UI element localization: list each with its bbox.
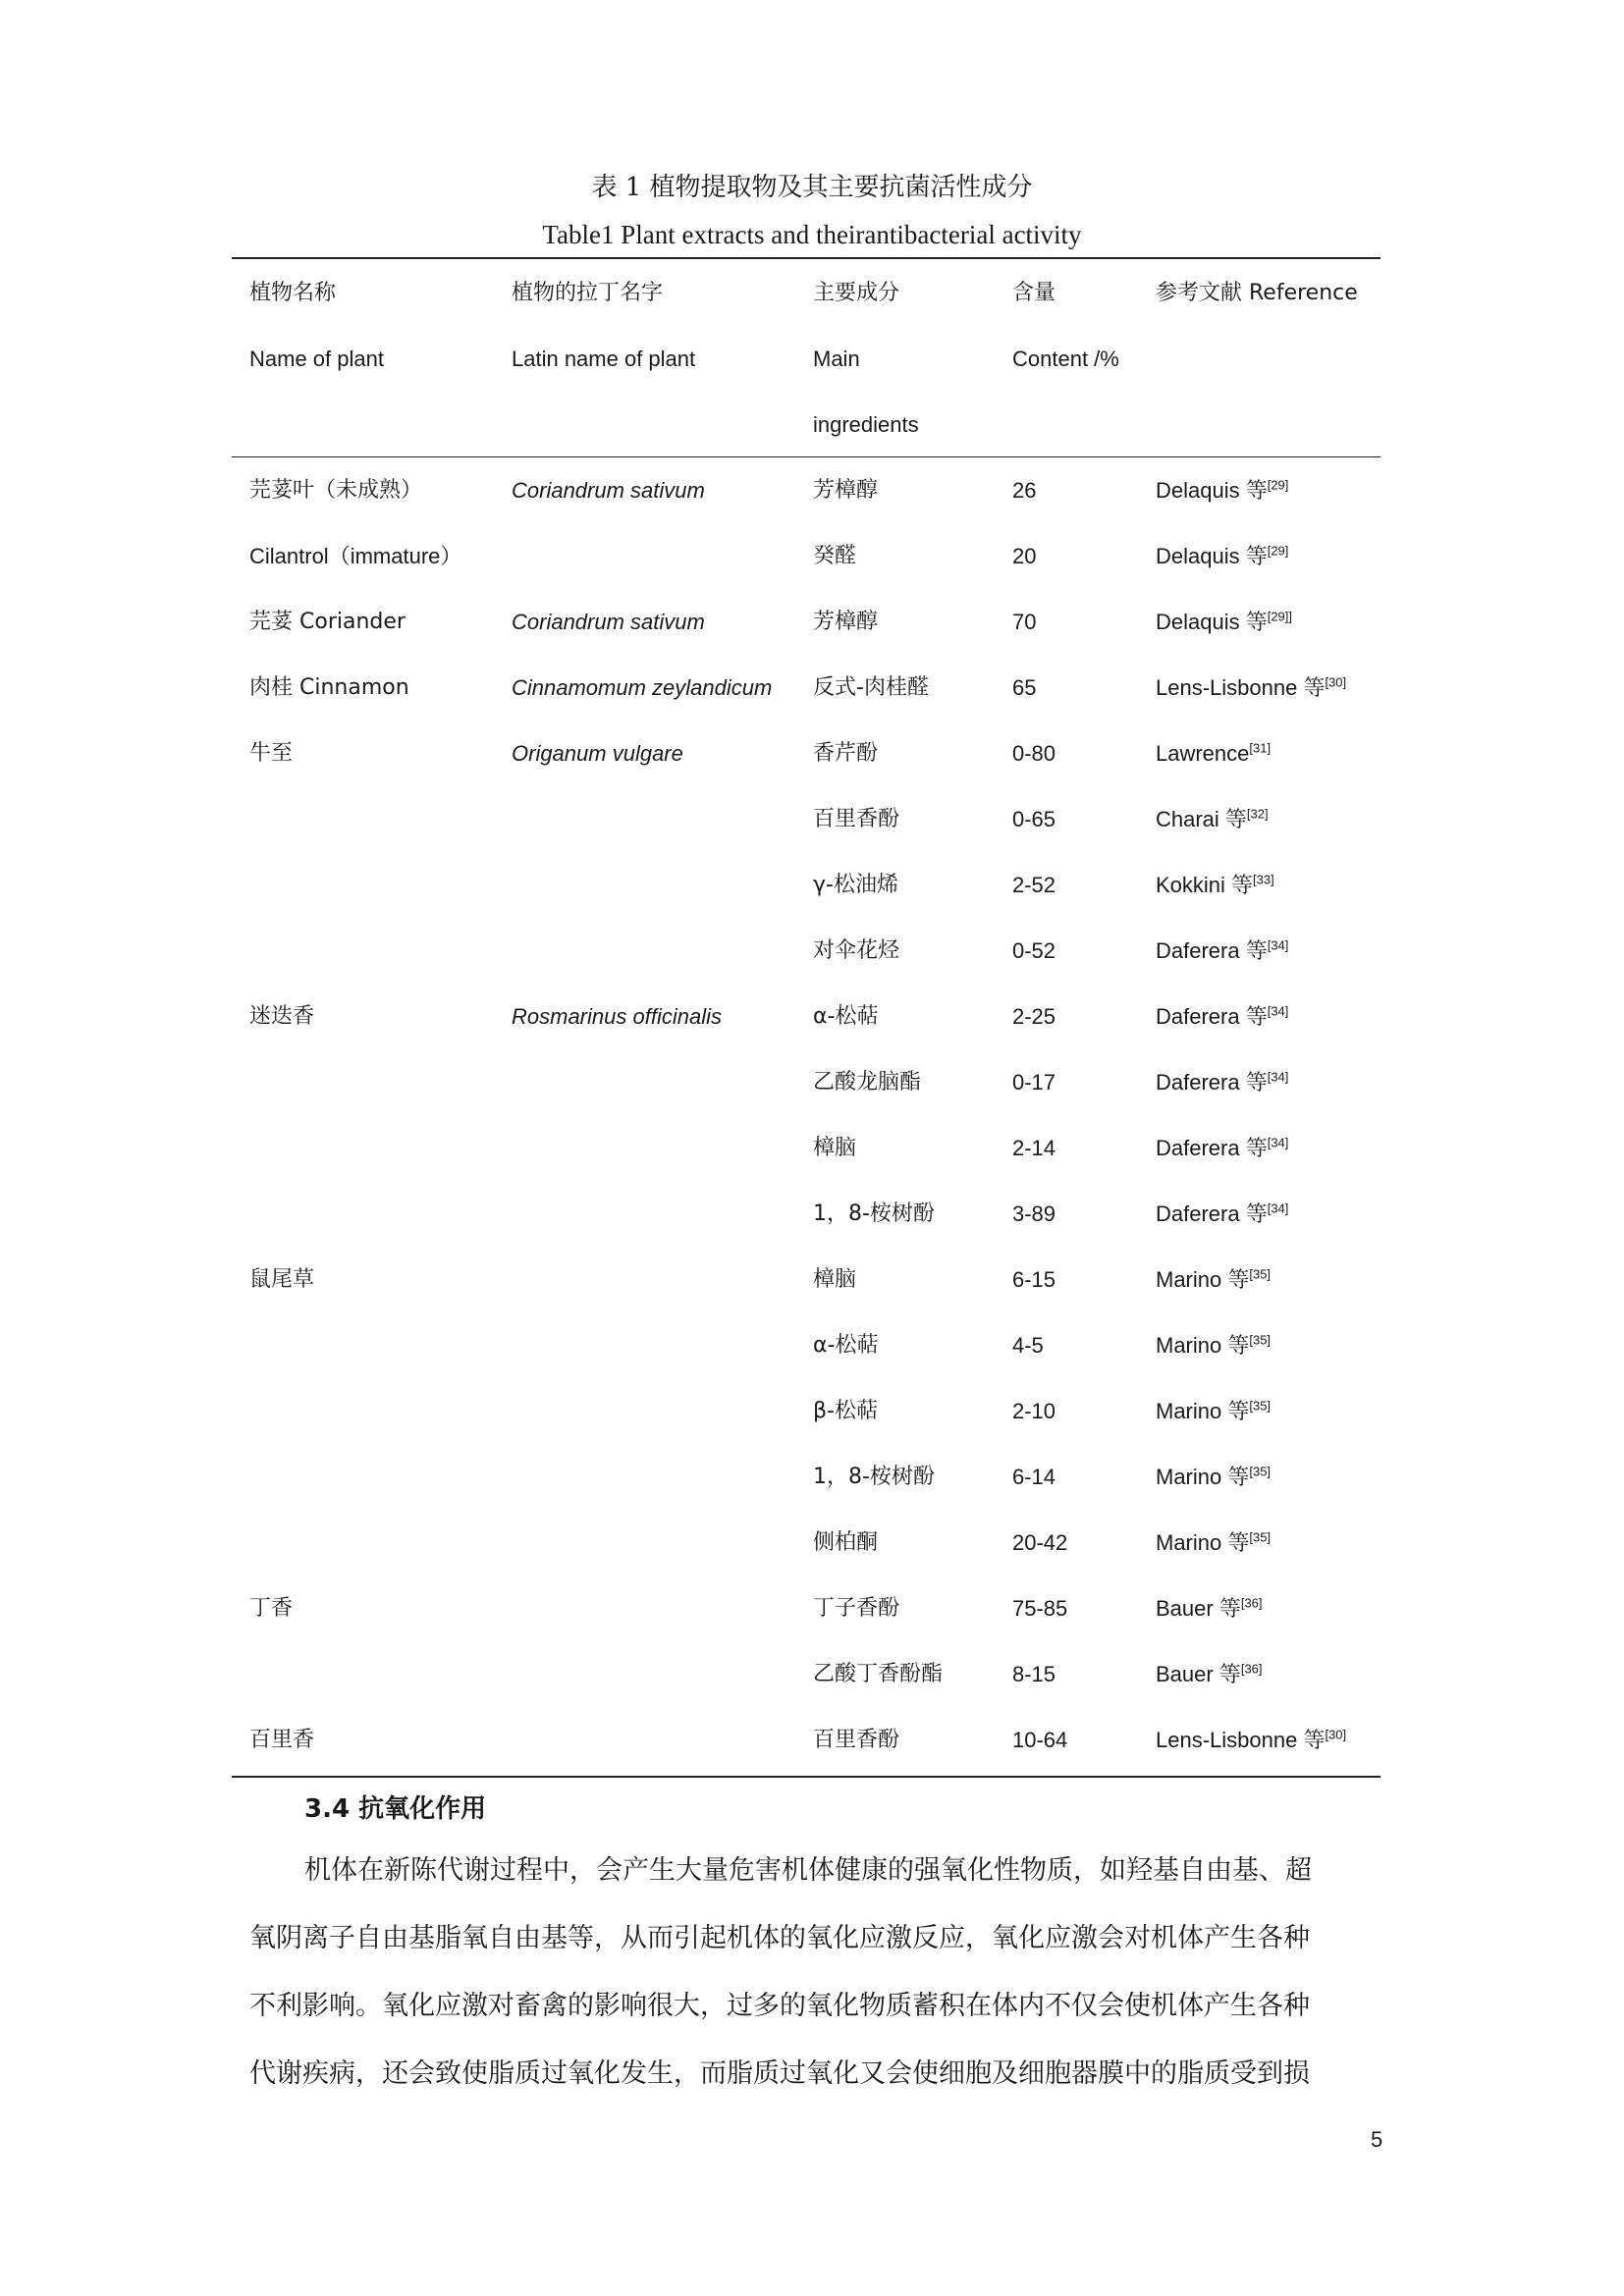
plant-name: 鼠尾草	[249, 1267, 315, 1292]
content: 75-85	[1012, 1596, 1068, 1621]
header-content-en: Content /%	[1012, 347, 1119, 371]
latin-name: Origanum vulgare	[512, 741, 683, 766]
paragraph-line: 代谢疾病，还会致使脂质过氧化发生，而脂质过氧化又会使细胞及细胞器膜中的脂质受到损	[249, 2058, 1310, 2089]
plant-name: 丁香	[249, 1596, 294, 1621]
latin-name: Cinnamomum zeylandicum	[512, 675, 773, 700]
plant-name: 迷迭香	[249, 1004, 315, 1029]
ingredient: 癸醛	[813, 544, 857, 568]
reference	[1156, 1594, 1263, 1624]
reference-number: [30]	[1325, 674, 1347, 690]
reference	[1156, 1200, 1288, 1229]
header-reference: 参考文献 Reference	[1156, 281, 1358, 305]
plant-name: 肉桂 Cinnamon	[249, 675, 409, 700]
reference-author: Marino 等	[1156, 1465, 1250, 1489]
latin-name: Coriandrum sativum	[512, 478, 705, 503]
paragraph-line: 氧阴离子自由基脂氧自由基等，从而引起机体的氧化应激反应，氧化应激会对机体产生各种	[249, 1923, 1310, 1953]
header-ingredient-cn: 主要成分	[813, 281, 900, 305]
content: 26	[1012, 478, 1037, 503]
content: 65	[1012, 675, 1037, 700]
content: 2-52	[1012, 873, 1056, 897]
content: 6-14	[1012, 1465, 1056, 1489]
ingredient: 1，8-桉树酚	[813, 1465, 935, 1489]
reference-number: [34]	[1267, 1003, 1289, 1019]
table-bottom-rule	[232, 1776, 1380, 1778]
reference-number: [33]	[1253, 872, 1274, 887]
ingredient: 对伞花烃	[813, 938, 900, 963]
ingredient: γ-松油烯	[813, 873, 898, 897]
content: 20-42	[1012, 1530, 1068, 1555]
table-top-rule	[232, 257, 1380, 259]
reference-number: [31]	[1249, 740, 1272, 756]
reference-author: Daferera 等	[1156, 1004, 1268, 1029]
content: 0-17	[1012, 1070, 1056, 1095]
reference-number: [36]	[1240, 1595, 1263, 1611]
reference-number: [35]	[1249, 1464, 1272, 1479]
content: 2-10	[1012, 1399, 1056, 1423]
header-ingredient-en-2: ingredients	[813, 412, 919, 437]
reference-number: [29]	[1267, 477, 1289, 493]
latin-name: Coriandrum sativum	[512, 610, 705, 634]
content: 8-15	[1012, 1662, 1056, 1686]
reference	[1156, 476, 1288, 506]
reference-author: Marino 等	[1156, 1333, 1250, 1358]
ingredient: 百里香酚	[813, 1728, 900, 1752]
reference-author: Marino 等	[1156, 1530, 1250, 1555]
header-plant-cn: 植物名称	[249, 281, 337, 305]
ingredient: 芳樟醇	[813, 478, 879, 503]
ingredient: 乙酸龙脑酯	[813, 1070, 922, 1095]
reference-number: [35]	[1249, 1529, 1272, 1545]
header-latin-cn: 植物的拉丁名字	[512, 281, 664, 305]
reference-number: [34]	[1267, 1201, 1289, 1216]
reference	[1156, 1660, 1263, 1689]
page-number: 5	[1371, 2127, 1383, 2152]
ingredient: 芳樟醇	[813, 610, 879, 634]
header-plant-en: Name of plant	[249, 347, 384, 371]
reference	[1156, 1068, 1288, 1097]
table-caption-english: Table1 Plant extracts and theirantibacterial activity	[542, 220, 1082, 249]
paragraph-line: 机体在新陈代谢过程中，会产生大量危害机体健康的强氧化性物质，如羟基自由基、超	[304, 1855, 1312, 1886]
ingredient: α-松萜	[813, 1333, 879, 1358]
reference-author: Marino 等	[1156, 1399, 1250, 1423]
content: 4-5	[1012, 1333, 1044, 1358]
reference-author: Charai 等	[1156, 807, 1247, 831]
plant-name: 芫荽叶（未成熟）	[249, 478, 423, 503]
ingredient: 乙酸丁香酚酯	[813, 1662, 944, 1686]
reference	[1156, 739, 1271, 769]
reference-author: Daferera 等	[1156, 938, 1268, 963]
ingredient: β-松萜	[813, 1399, 878, 1423]
reference-author: Delaquis 等	[1156, 478, 1268, 503]
reference	[1156, 608, 1292, 637]
ingredient: 丁子香酚	[813, 1596, 900, 1621]
plant-name: 百里香	[249, 1728, 315, 1752]
reference-number: [36]	[1240, 1661, 1263, 1677]
reference	[1156, 1134, 1288, 1163]
reference	[1156, 1331, 1271, 1361]
table-caption-chinese: 表 1 植物提取物及其主要抗菌活性成分	[591, 173, 1033, 202]
content: 0-52	[1012, 938, 1056, 963]
reference-number: [34]	[1267, 1135, 1289, 1150]
header-ingredient-en: Main	[813, 347, 860, 371]
plant-name: 牛至	[249, 741, 294, 766]
reference	[1156, 1726, 1346, 1755]
content: 0-80	[1012, 741, 1056, 766]
plant-name: Cilantrol（immature）	[249, 544, 462, 568]
plant-name: 芫荽 Coriander	[249, 610, 406, 634]
reference-author: Bauer 等	[1156, 1662, 1241, 1686]
content: 0-65	[1012, 807, 1056, 831]
content: 10-64	[1012, 1728, 1068, 1752]
reference-author: Lens-Lisbonne 等	[1156, 1728, 1326, 1752]
content: 3-89	[1012, 1201, 1056, 1226]
reference-author: Kokkini 等	[1156, 873, 1254, 897]
section-heading: 3.4 抗氧化作用	[304, 1794, 487, 1824]
reference-number: [34]	[1267, 937, 1289, 953]
reference-number: [34]	[1267, 1069, 1289, 1085]
reference-author: Delaquis 等	[1156, 544, 1268, 568]
content: 6-15	[1012, 1267, 1056, 1292]
reference-number: [29]]	[1267, 609, 1293, 624]
ingredient: 百里香酚	[813, 807, 900, 831]
reference-number: [35]	[1249, 1332, 1272, 1348]
ingredient: α-松萜	[813, 1004, 879, 1029]
content: 20	[1012, 544, 1037, 568]
reference-number: [29]	[1267, 543, 1289, 559]
reference	[1156, 805, 1269, 834]
reference-author: Lens-Lisbonne 等	[1156, 675, 1326, 700]
reference-number: [32]	[1246, 806, 1269, 822]
header-latin-en: Latin name of plant	[512, 347, 696, 371]
reference-author: Lawrence	[1156, 741, 1250, 766]
ingredient: 香芹酚	[813, 741, 879, 766]
reference	[1156, 1463, 1271, 1492]
reference-number: [35]	[1249, 1398, 1272, 1414]
reference	[1156, 542, 1288, 571]
reference-number: [35]	[1249, 1266, 1272, 1282]
reference-author: Daferera 等	[1156, 1070, 1268, 1095]
paragraph-line: 不利影响。氧化应激对畜禽的影响很大，过多的氧化物质蓄积在体内不仅会使机体产生各种	[249, 1991, 1310, 2021]
reference	[1156, 1265, 1271, 1295]
reference-author: Daferera 等	[1156, 1201, 1268, 1226]
ingredient: 反式-肉桂醛	[813, 675, 929, 700]
ingredient: 樟脑	[813, 1136, 857, 1160]
reference	[1156, 1002, 1288, 1032]
ingredient: 侧柏酮	[813, 1530, 879, 1555]
ingredient: 1，8-桉树酚	[813, 1201, 935, 1226]
reference	[1156, 1528, 1271, 1558]
table-header-rule	[232, 456, 1380, 457]
content: 70	[1012, 610, 1037, 634]
reference-author: Marino 等	[1156, 1267, 1250, 1292]
content: 2-14	[1012, 1136, 1056, 1160]
latin-name: Rosmarinus officinalis	[512, 1004, 722, 1029]
header-content-cn: 含量	[1012, 281, 1056, 305]
reference	[1156, 936, 1288, 966]
reference-author: Daferera 等	[1156, 1136, 1268, 1160]
reference	[1156, 673, 1346, 703]
content: 2-25	[1012, 1004, 1056, 1029]
ingredient: 樟脑	[813, 1267, 857, 1292]
reference-author: Bauer 等	[1156, 1596, 1241, 1621]
reference-number: [30]	[1325, 1727, 1347, 1742]
reference	[1156, 871, 1274, 900]
reference-author: Delaquis 等	[1156, 610, 1268, 634]
reference	[1156, 1397, 1271, 1426]
